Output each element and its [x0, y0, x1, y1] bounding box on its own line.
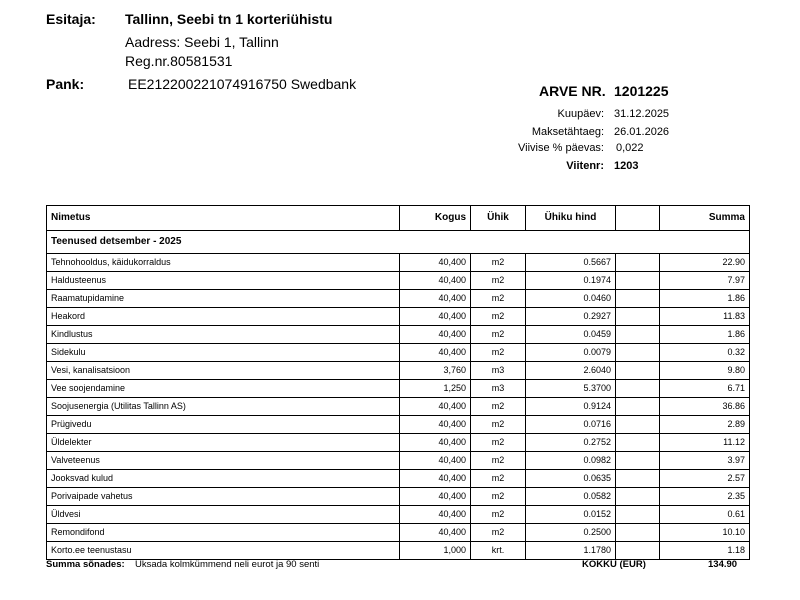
- section-title: Teenused detsember - 2025: [47, 231, 750, 254]
- item-price: 0.5667: [526, 254, 616, 272]
- item-sum: 11.83: [660, 308, 750, 326]
- item-unit: m2: [471, 434, 526, 452]
- item-qty: 40,400: [400, 272, 471, 290]
- issuer-label: Esitaja:: [46, 11, 96, 27]
- item-empty: [616, 398, 660, 416]
- table-row: [47, 416, 750, 434]
- item-empty: [616, 344, 660, 362]
- item-name: Valveteenus: [47, 452, 400, 470]
- item-name: Soojusenergia (Utilitas Tallinn AS): [47, 398, 400, 416]
- item-empty: [616, 416, 660, 434]
- col-header-name: Nimetus: [47, 206, 400, 231]
- item-price: 0.0982: [526, 452, 616, 470]
- item-sum: 1.18: [660, 542, 750, 560]
- issuer-address: Aadress: Seebi 1, Tallinn: [125, 34, 279, 50]
- issuer-regnr: Reg.nr.80581531: [125, 53, 233, 69]
- item-price: 0.0079: [526, 344, 616, 362]
- item-name: Prügivedu: [47, 416, 400, 434]
- item-qty: 40,400: [400, 326, 471, 344]
- item-qty: 40,400: [400, 344, 471, 362]
- item-price: 2.6040: [526, 362, 616, 380]
- invoice-due: 26.01.2026: [614, 126, 670, 138]
- bank-account: EE212200221074916750 Swedbank: [128, 76, 357, 92]
- item-unit: m2: [471, 398, 526, 416]
- item-empty: [616, 488, 660, 506]
- item-name: Porivaipade vahetus: [47, 488, 400, 506]
- invoice-due-label: Maksetähtaeg:: [531, 126, 604, 138]
- table-row: [47, 542, 750, 560]
- item-sum: 0.32: [660, 344, 750, 362]
- item-sum: 1.86: [660, 326, 750, 344]
- invoice-date-label: Kuupäev:: [557, 108, 604, 120]
- table-row: [47, 488, 750, 506]
- item-name: Raamatupidamine: [47, 290, 400, 308]
- item-qty: 40,400: [400, 524, 471, 542]
- col-header-sum: Summa: [660, 206, 750, 231]
- item-sum: 7.97: [660, 272, 750, 290]
- invoice-date: 31.12.2025: [614, 108, 670, 120]
- item-empty: [616, 272, 660, 290]
- item-empty: [616, 380, 660, 398]
- item-name: Kindlustus: [47, 326, 400, 344]
- item-unit: m3: [471, 380, 526, 398]
- item-name: Tehnohooldus, käidukorraldus: [47, 254, 400, 272]
- item-unit: m2: [471, 308, 526, 326]
- invoice-number-label: ARVE NR.: [539, 83, 606, 99]
- item-price: 0.0459: [526, 326, 616, 344]
- item-price: 0.0716: [526, 416, 616, 434]
- item-unit: m2: [471, 452, 526, 470]
- item-unit: m2: [471, 272, 526, 290]
- item-empty: [616, 326, 660, 344]
- col-header-qty: Kogus: [400, 206, 471, 231]
- sum-words-label: Summa sõnades:: [46, 559, 125, 570]
- table-row: [47, 272, 750, 290]
- item-unit: m2: [471, 254, 526, 272]
- bank-label: Pank:: [46, 76, 85, 92]
- item-price: 0.0460: [526, 290, 616, 308]
- table-row: [47, 380, 750, 398]
- item-empty: [616, 524, 660, 542]
- item-price: 5.3700: [526, 380, 616, 398]
- item-unit: m2: [471, 488, 526, 506]
- issuer-name: Tallinn, Seebi tn 1 korteriühistu: [125, 11, 333, 27]
- item-qty: 40,400: [400, 506, 471, 524]
- col-header-unit: Ühik: [471, 206, 526, 231]
- item-qty: 40,400: [400, 398, 471, 416]
- invoice-ref-label: Viitenr:: [566, 160, 604, 172]
- item-sum: 1.86: [660, 290, 750, 308]
- table-row: [47, 362, 750, 380]
- item-name: Heakord: [47, 308, 400, 326]
- item-qty: 3,760: [400, 362, 471, 380]
- item-empty: [616, 470, 660, 488]
- item-name: Vesi, kanalisatsioon: [47, 362, 400, 380]
- section-row: [47, 231, 750, 254]
- table-header-row: [47, 206, 750, 231]
- item-empty: [616, 254, 660, 272]
- invoice-ref: 1203: [614, 160, 639, 172]
- invoice-items-table: [46, 205, 750, 560]
- item-unit: m2: [471, 524, 526, 542]
- item-unit: m2: [471, 470, 526, 488]
- table-row: [47, 254, 750, 272]
- item-price: 1.1780: [526, 542, 616, 560]
- item-price: 0.2927: [526, 308, 616, 326]
- item-empty: [616, 452, 660, 470]
- item-price: 0.0582: [526, 488, 616, 506]
- item-price: 0.2500: [526, 524, 616, 542]
- item-sum: 0.61: [660, 506, 750, 524]
- item-name: Sidekulu: [47, 344, 400, 362]
- item-sum: 11.12: [660, 434, 750, 452]
- item-price: 0.0152: [526, 506, 616, 524]
- item-qty: 40,400: [400, 470, 471, 488]
- item-qty: 1,000: [400, 542, 471, 560]
- item-price: 0.9124: [526, 398, 616, 416]
- item-price: 0.2752: [526, 434, 616, 452]
- item-qty: 40,400: [400, 290, 471, 308]
- table-row: [47, 344, 750, 362]
- item-qty: 40,400: [400, 416, 471, 434]
- item-qty: 40,400: [400, 254, 471, 272]
- table-row: [47, 452, 750, 470]
- item-sum: 22.90: [660, 254, 750, 272]
- sum-words: Üksada kolmkümmend neli eurot ja 90 senti: [135, 559, 320, 570]
- item-empty: [616, 290, 660, 308]
- item-unit: m2: [471, 344, 526, 362]
- item-unit: m2: [471, 416, 526, 434]
- item-empty: [616, 542, 660, 560]
- item-name: Jooksvad kulud: [47, 470, 400, 488]
- invoice-penalty-label: Viivise % päevas:: [517, 142, 604, 154]
- item-name: Korto.ee teenustasu: [47, 542, 400, 560]
- table-row: [47, 524, 750, 542]
- table-row: [47, 308, 750, 326]
- item-name: Üldvesi: [47, 506, 400, 524]
- col-header-price: Ühiku hind: [526, 206, 616, 231]
- item-unit: m2: [471, 506, 526, 524]
- item-sum: 2.57: [660, 470, 750, 488]
- item-qty: 40,400: [400, 308, 471, 326]
- item-qty: 40,400: [400, 488, 471, 506]
- item-unit: m3: [471, 362, 526, 380]
- item-name: Üldelekter: [47, 434, 400, 452]
- item-name: Vee soojendamine: [47, 380, 400, 398]
- item-qty: 40,400: [400, 452, 471, 470]
- item-unit: krt.: [471, 542, 526, 560]
- table-row: [47, 506, 750, 524]
- col-header-empty: [616, 206, 660, 231]
- item-empty: [616, 434, 660, 452]
- item-name: Remondifond: [47, 524, 400, 542]
- item-sum: 2.35: [660, 488, 750, 506]
- item-qty: 40,400: [400, 434, 471, 452]
- item-empty: [616, 308, 660, 326]
- total-label: KOKKU (EUR): [582, 559, 646, 570]
- item-qty: 1,250: [400, 380, 471, 398]
- table-row: [47, 398, 750, 416]
- item-sum: 2.89: [660, 416, 750, 434]
- item-unit: m2: [471, 290, 526, 308]
- item-unit: m2: [471, 326, 526, 344]
- item-sum: 3.97: [660, 452, 750, 470]
- table-row: [47, 290, 750, 308]
- item-name: Haldusteenus: [47, 272, 400, 290]
- table-row: [47, 326, 750, 344]
- item-sum: 6.71: [660, 380, 750, 398]
- total-value: 134.90: [708, 559, 738, 570]
- item-sum: 9.80: [660, 362, 750, 380]
- item-price: 0.0635: [526, 470, 616, 488]
- table-row: [47, 470, 750, 488]
- item-sum: 36.86: [660, 398, 750, 416]
- invoice-penalty: 0,022: [616, 142, 644, 154]
- table-row: [47, 434, 750, 452]
- invoice-number: 1201225: [614, 83, 669, 99]
- item-empty: [616, 362, 660, 380]
- item-sum: 10.10: [660, 524, 750, 542]
- item-price: 0.1974: [526, 272, 616, 290]
- item-empty: [616, 506, 660, 524]
